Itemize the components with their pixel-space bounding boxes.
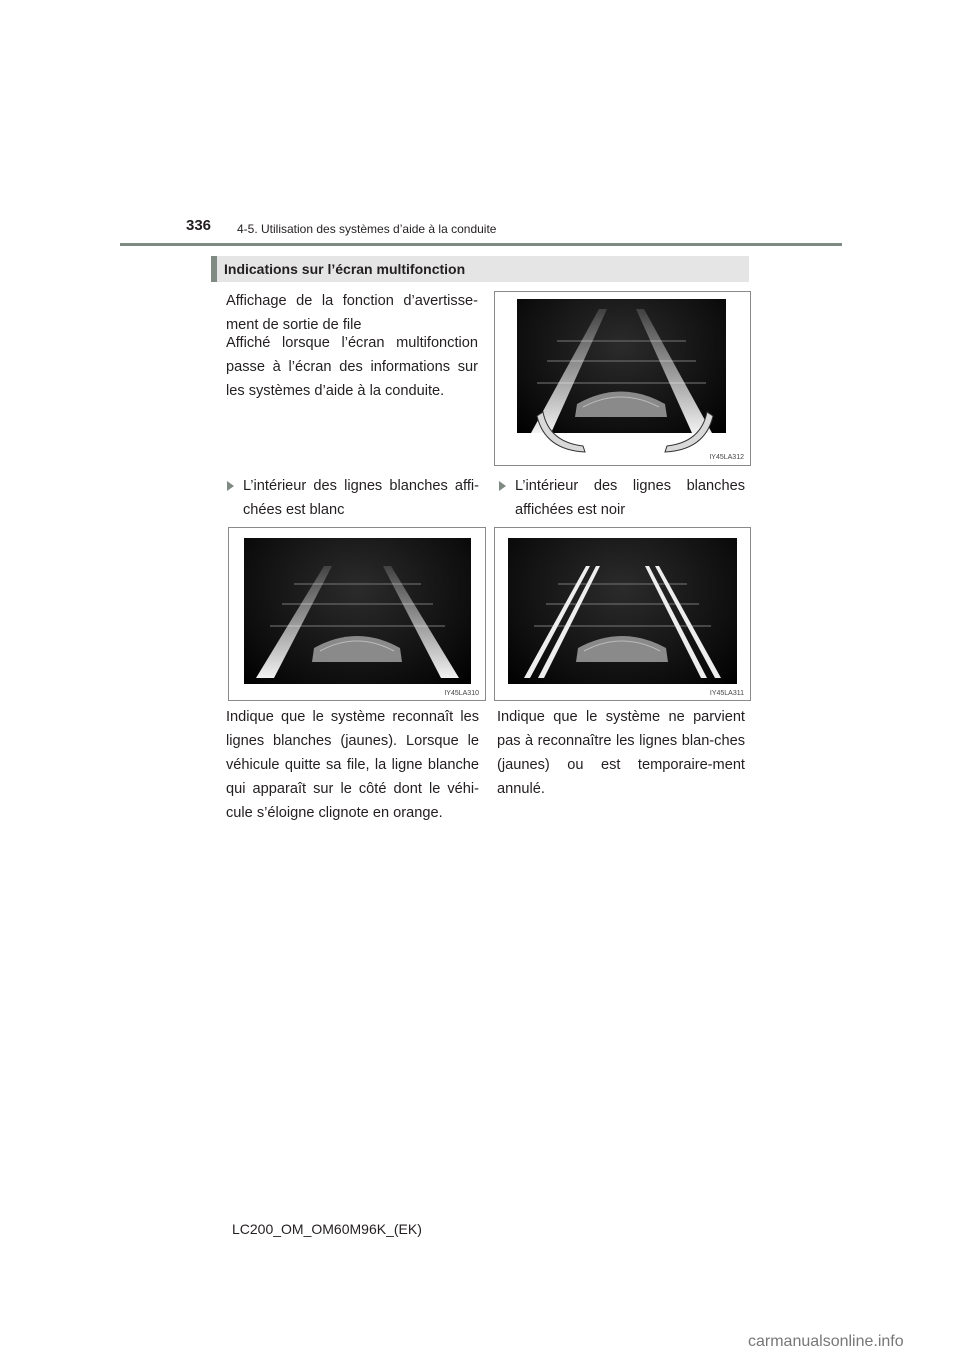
lane-lines-graphic [508, 538, 737, 684]
header-rule [120, 243, 842, 246]
intro-title: Affichage de la fonction d’avertisse-ment de sortie de file [226, 293, 478, 333]
document-code: LC200_OM_OM60M96K_(EK) [232, 1221, 422, 1237]
description-recognized: Indique que le système reconnaît les lignes blanches (jaunes). Lorsque le véhicule quitte sa file, la ligne blanche qui apparaît sur le côté dont le véhi-cule s’éloigne clignote en orange. [226, 709, 479, 821]
description-not-recognized: Indique que le système ne parvient pas à reconnaître les lignes blan-ches (jaunes) ou est temporaire-ment annulé. [497, 709, 745, 797]
bullet-black-interior: L’intérieur des lignes blanches affichées est noir [499, 474, 745, 522]
figure-lines-not-recognized [494, 527, 751, 701]
curved-arrows-graphic [535, 402, 715, 457]
section-heading [211, 256, 749, 282]
figure-lane-departure-display [494, 291, 751, 466]
watermark: carmanualsonline.info [748, 1333, 904, 1350]
page-number: 336 [186, 217, 212, 234]
figure-code: IY45LA312 [709, 454, 744, 461]
intro-body: Affiché lorsque l’écran multifonction passe à l’écran des informations sur les systèmes d’aide à la conduite. [226, 335, 478, 399]
heading-accent [211, 256, 217, 282]
bullet-white-interior: L’intérieur des lignes blanches affi-chées est blanc [227, 474, 479, 522]
bullet-arrow-icon [499, 481, 506, 491]
figure-code: IY45LA310 [444, 690, 479, 697]
figure-lines-recognized [228, 527, 486, 701]
heading-text: Indications sur l’écran multifonction [224, 261, 466, 277]
display-screen [508, 538, 737, 684]
display-screen [244, 538, 471, 684]
figure-code: IY45LA311 [709, 690, 744, 697]
bullet-arrow-icon [227, 481, 234, 491]
section-title: 4-5. Utilisation des systèmes d’aide à la conduite [237, 222, 497, 236]
lane-lines-graphic [244, 538, 471, 684]
